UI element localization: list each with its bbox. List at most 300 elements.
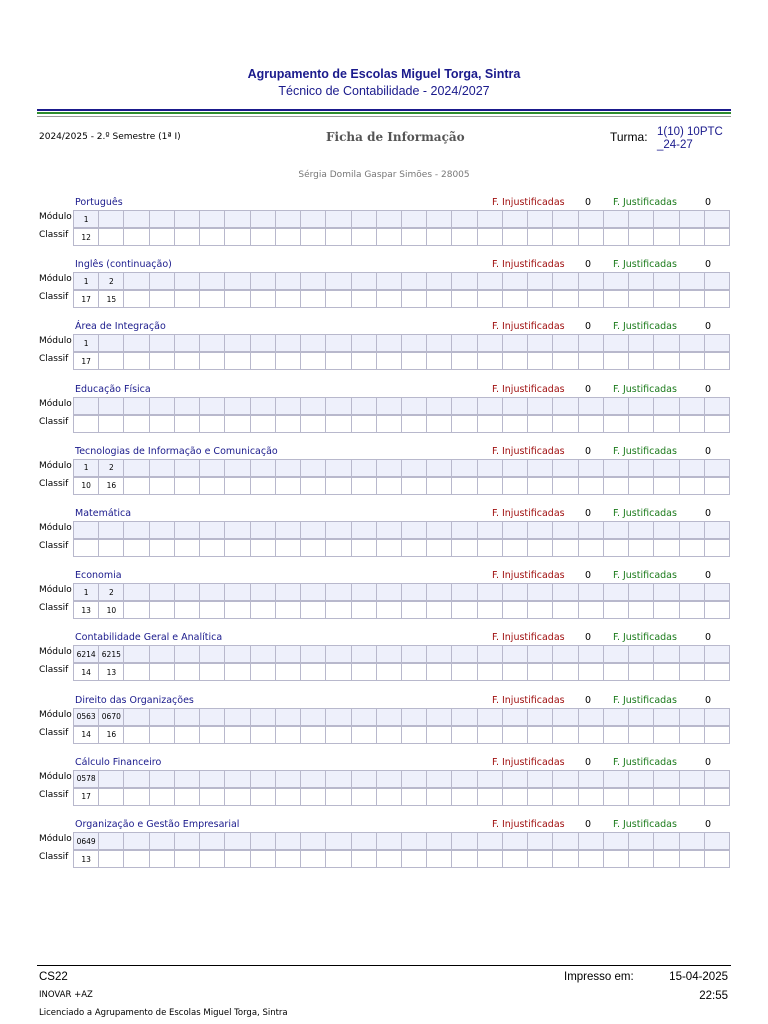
module-cell: [352, 771, 377, 788]
grade-grid: [73, 850, 730, 868]
module-cell: [175, 709, 200, 726]
module-cell: [276, 460, 301, 477]
module-cell: 1: [74, 584, 99, 601]
module-cell: [654, 771, 679, 788]
grade-cell: [528, 851, 553, 867]
grade-cell: [377, 229, 402, 245]
grade-cell: [705, 229, 730, 245]
grade-cell: 10: [99, 602, 124, 618]
module-cell: [124, 398, 149, 415]
grade-cell: [604, 416, 629, 432]
module-cell: [276, 709, 301, 726]
grade-cell: [478, 229, 503, 245]
grade-cell: [654, 727, 679, 743]
module-cell: [503, 522, 528, 539]
subject-block: [0, 446, 768, 506]
module-cell: [276, 584, 301, 601]
module-cell: [503, 833, 528, 850]
module-cell: 1: [74, 460, 99, 477]
module-cell: [251, 460, 276, 477]
subject-block: [0, 259, 768, 319]
module-cell: [402, 522, 427, 539]
module-cell: [276, 771, 301, 788]
unjustified-absences-label: F. Injustificadas: [492, 197, 565, 208]
grade-cell: [579, 353, 604, 369]
module-cell: [301, 584, 326, 601]
module-cell: [326, 833, 351, 850]
grade-cell: [604, 540, 629, 556]
module-cell: [352, 709, 377, 726]
unjustified-absences-label: F. Injustificadas: [492, 756, 565, 768]
module-cell: [377, 709, 402, 726]
module-cell: [579, 584, 604, 601]
module-cell: [579, 273, 604, 290]
grade-cell: [326, 851, 351, 867]
unjustified-absences-label: F. Injustificadas: [492, 570, 565, 582]
subject-name: Cálculo Financeiro: [75, 756, 162, 768]
grade-cell: [301, 478, 326, 494]
module-cell: [377, 646, 402, 663]
grade-cell: [680, 353, 705, 369]
module-cell: [251, 646, 276, 663]
module-cell: [452, 771, 477, 788]
grade-cell: 13: [74, 602, 99, 618]
subject-name: Organização e Gestão Empresarial: [75, 819, 240, 830]
module-cell: [528, 771, 553, 788]
footer-printed-date: 15-04-2025: [669, 971, 728, 983]
module-cell: [654, 646, 679, 663]
module-cell: [326, 646, 351, 663]
grade-cell: [705, 851, 730, 867]
module-cell: [654, 273, 679, 290]
grade-cell: [452, 416, 477, 432]
module-cell: [478, 211, 503, 228]
grade-cell: [301, 229, 326, 245]
unjustified-absences-value: 0: [585, 321, 592, 333]
grade-cell: [352, 727, 377, 743]
module-cell: [503, 709, 528, 726]
grade-cell: [680, 727, 705, 743]
grade-cell: [553, 353, 578, 369]
grade-cell: [528, 353, 553, 369]
module-cell: [705, 273, 730, 290]
grade-cell: [629, 229, 654, 245]
grade-cell: [452, 540, 477, 556]
grade-cell: [528, 540, 553, 556]
grade-cell: [579, 416, 604, 432]
grade-cell: [579, 478, 604, 494]
module-cell: 1: [74, 211, 99, 228]
grade-cell: [427, 416, 452, 432]
module-cell: [175, 335, 200, 352]
module-cell: [604, 273, 629, 290]
unjustified-absences-label: F. Injustificadas: [492, 445, 565, 457]
grade-cell: [427, 602, 452, 618]
module-cell: [705, 398, 730, 415]
grade-row-label: Classif: [39, 852, 69, 862]
turma-value: 1(10) 10PTC_24-27: [657, 126, 723, 151]
unjustified-absences-value: 0: [585, 694, 592, 706]
module-cell: [99, 335, 124, 352]
module-cell: [301, 273, 326, 290]
module-cell: [402, 584, 427, 601]
grade-cell: [276, 540, 301, 556]
grade-cell: [654, 353, 679, 369]
module-cell: [225, 273, 250, 290]
module-cell: [705, 709, 730, 726]
module-cell: [553, 273, 578, 290]
module-cell: 0649: [74, 833, 99, 850]
module-cell: [225, 771, 250, 788]
grade-row-label: Classif: [39, 354, 69, 365]
module-cell: [604, 709, 629, 726]
module-cell: [654, 584, 679, 601]
grade-cell: [150, 664, 175, 680]
justified-absences-label: F. Justificadas: [613, 570, 677, 582]
grade-cell: [604, 851, 629, 867]
module-cell: 6215: [99, 646, 124, 663]
module-cell: [629, 584, 654, 601]
grade-cell: [629, 353, 654, 369]
grade-cell: [352, 664, 377, 680]
grade-cell: [377, 540, 402, 556]
grade-cell: 14: [74, 664, 99, 680]
grade-cell: [503, 727, 528, 743]
grade-cell: [124, 727, 149, 743]
grade-cell: [579, 602, 604, 618]
grade-cell: [225, 353, 250, 369]
grade-cell: [654, 291, 679, 307]
module-cell: [175, 211, 200, 228]
module-cell: [276, 833, 301, 850]
module-cell: [326, 584, 351, 601]
module-cell: [629, 522, 654, 539]
student-name: Sérgia Domila Gaspar Simões - 28005: [298, 170, 470, 180]
grade-cell: [377, 851, 402, 867]
grade-cell: [553, 416, 578, 432]
module-cell: [150, 584, 175, 601]
grade-cell: [402, 291, 427, 307]
grade-cell: [604, 789, 629, 805]
grade-grid: [73, 539, 730, 557]
grade-cell: [251, 727, 276, 743]
module-cell: [200, 460, 225, 477]
module-cell: [124, 522, 149, 539]
module-cell: [452, 522, 477, 539]
module-cell: [402, 273, 427, 290]
module-cell: [503, 771, 528, 788]
grade-cell: [680, 789, 705, 805]
grade-row-label: Classif: [39, 665, 69, 676]
module-cell: [705, 460, 730, 477]
grade-cell: [352, 353, 377, 369]
module-cell: [377, 211, 402, 228]
turma-label: Turma:: [610, 130, 648, 144]
justified-absences-value: 0: [705, 570, 712, 582]
module-cell: [150, 335, 175, 352]
footer-rule: [37, 965, 731, 966]
grade-cell: [276, 851, 301, 867]
grade-cell: [528, 416, 553, 432]
grade-cell: [225, 416, 250, 432]
grade-cell: [553, 291, 578, 307]
grade-cell: [402, 602, 427, 618]
grade-cell: [629, 416, 654, 432]
module-cell: [503, 584, 528, 601]
justified-absences-label: F. Justificadas: [613, 259, 677, 271]
module-cell: [175, 273, 200, 290]
justified-absences-value: 0: [705, 694, 712, 706]
grade-cell: 10: [74, 478, 99, 494]
grade-cell: [503, 291, 528, 307]
module-cell: [478, 460, 503, 477]
module-cell: [326, 460, 351, 477]
module-cell: [200, 646, 225, 663]
grade-cell: [276, 478, 301, 494]
grade-cell: [452, 851, 477, 867]
grade-cell: [326, 727, 351, 743]
module-cell: [528, 398, 553, 415]
grade-grid: [73, 726, 730, 744]
grade-cell: [553, 789, 578, 805]
module-cell: [124, 646, 149, 663]
module-cell: [452, 273, 477, 290]
module-grid: [73, 645, 730, 663]
module-cell: [301, 833, 326, 850]
module-cell: [478, 709, 503, 726]
module-cell: [604, 460, 629, 477]
module-cell: [352, 460, 377, 477]
module-cell: [427, 211, 452, 228]
subject-block: [0, 757, 768, 817]
module-cell: [427, 646, 452, 663]
module-row-label: Módulo: [39, 585, 72, 596]
grade-cell: [427, 478, 452, 494]
module-cell: [427, 460, 452, 477]
grade-cell: [175, 602, 200, 618]
grade-cell: [629, 540, 654, 556]
module-cell: [175, 646, 200, 663]
grade-cell: [604, 291, 629, 307]
module-cell: [680, 709, 705, 726]
module-cell: [276, 522, 301, 539]
grade-cell: [175, 229, 200, 245]
module-cell: [604, 584, 629, 601]
grade-cell: [604, 664, 629, 680]
grade-cell: [251, 229, 276, 245]
module-row-label: Módulo: [39, 647, 72, 658]
module-cell: [200, 273, 225, 290]
justified-absences-label: F. Justificadas: [613, 756, 677, 768]
grade-cell: 13: [99, 664, 124, 680]
grade-cell: [251, 416, 276, 432]
unjustified-absences-value: 0: [585, 383, 592, 395]
module-cell: [579, 833, 604, 850]
grade-cell: [680, 229, 705, 245]
module-cell: [251, 335, 276, 352]
module-cell: [654, 335, 679, 352]
grade-grid: [73, 601, 730, 619]
unjustified-absences-value: 0: [585, 445, 592, 457]
subject-block: [0, 819, 768, 879]
module-cell: 2: [99, 460, 124, 477]
grade-cell: [301, 851, 326, 867]
grade-cell: [276, 727, 301, 743]
module-grid: [73, 459, 730, 477]
grade-row-label: Classif: [39, 230, 69, 240]
module-cell: [629, 771, 654, 788]
grade-cell: [680, 291, 705, 307]
grade-cell: [553, 540, 578, 556]
grade-cell: [680, 540, 705, 556]
module-cell: [579, 771, 604, 788]
justified-absences-label: F. Justificadas: [613, 694, 677, 706]
module-cell: [377, 584, 402, 601]
module-cell: [150, 211, 175, 228]
grade-cell: [99, 789, 124, 805]
module-cell: [553, 398, 578, 415]
module-cell: [528, 709, 553, 726]
module-cell: [251, 522, 276, 539]
grade-row-label: Classif: [39, 727, 69, 738]
unjustified-absences-value: 0: [585, 756, 592, 768]
grade-cell: [99, 851, 124, 867]
module-cell: [150, 646, 175, 663]
unjustified-absences-label: F. Injustificadas: [492, 321, 565, 333]
module-cell: [326, 273, 351, 290]
module-cell: [629, 646, 654, 663]
unjustified-absences-value: 0: [585, 259, 592, 271]
unjustified-absences-label: F. Injustificadas: [492, 508, 565, 519]
module-cell: [654, 460, 679, 477]
justified-absences-label: F. Justificadas: [613, 383, 677, 395]
subject-name: Português: [75, 197, 123, 208]
grade-cell: [251, 789, 276, 805]
grade-cell: [705, 789, 730, 805]
grade-cell: [503, 664, 528, 680]
grade-cell: [352, 540, 377, 556]
module-cell: [452, 709, 477, 726]
module-cell: [427, 398, 452, 415]
module-cell: [604, 398, 629, 415]
module-cell: [352, 211, 377, 228]
grade-cell: [301, 789, 326, 805]
grade-cell: [654, 478, 679, 494]
grade-cell: [503, 353, 528, 369]
grade-cell: [553, 602, 578, 618]
module-cell: [301, 335, 326, 352]
grade-cell: [175, 540, 200, 556]
module-cell: [579, 522, 604, 539]
justified-absences-value: 0: [705, 321, 712, 333]
module-cell: [579, 211, 604, 228]
grade-cell: [200, 664, 225, 680]
grade-cell: [74, 540, 99, 556]
grade-cell: [124, 291, 149, 307]
grade-cell: [377, 353, 402, 369]
grade-cell: [705, 291, 730, 307]
module-cell: 0578: [74, 771, 99, 788]
module-cell: [553, 584, 578, 601]
grade-cell: [427, 291, 452, 307]
subject-name: Educação Física: [75, 383, 151, 395]
module-cell: [654, 211, 679, 228]
module-cell: [124, 833, 149, 850]
module-cell: [251, 584, 276, 601]
module-cell: [225, 833, 250, 850]
module-cell: [301, 646, 326, 663]
grade-cell: [124, 229, 149, 245]
module-cell: [452, 335, 477, 352]
module-cell: [175, 833, 200, 850]
grade-cell: [124, 416, 149, 432]
grade-cell: [478, 789, 503, 805]
module-cell: [402, 211, 427, 228]
module-cell: [478, 522, 503, 539]
grade-row-label: Classif: [39, 603, 69, 614]
module-cell: [377, 771, 402, 788]
subject-name: Matemática: [75, 508, 132, 519]
module-cell: [553, 460, 578, 477]
module-cell: [402, 771, 427, 788]
grade-cell: [150, 851, 175, 867]
justified-absences-label: F. Justificadas: [613, 321, 677, 333]
grade-cell: [150, 789, 175, 805]
module-cell: [225, 709, 250, 726]
grade-cell: [503, 789, 528, 805]
module-cell: [478, 273, 503, 290]
module-cell: [276, 646, 301, 663]
subject-name: Tecnologias de Informação e Comunicação: [75, 445, 278, 457]
module-cell: [124, 584, 149, 601]
grade-cell: [452, 478, 477, 494]
grade-cell: [276, 229, 301, 245]
module-cell: [150, 522, 175, 539]
subject-block: [0, 695, 768, 755]
module-cell: [503, 211, 528, 228]
justified-absences-value: 0: [705, 445, 712, 457]
grade-cell: [629, 664, 654, 680]
module-cell: [326, 709, 351, 726]
grade-cell: [478, 478, 503, 494]
subject-block: [0, 384, 768, 444]
module-cell: 0563: [74, 709, 99, 726]
module-cell: [680, 584, 705, 601]
module-cell: [629, 709, 654, 726]
grade-cell: [553, 727, 578, 743]
grade-cell: [377, 478, 402, 494]
module-cell: [478, 771, 503, 788]
grade-cell: [452, 229, 477, 245]
grade-cell: [579, 229, 604, 245]
justified-absences-value: 0: [705, 197, 712, 208]
module-cell: [225, 335, 250, 352]
grade-cell: [654, 229, 679, 245]
semester-label: 2024/2025 - 2.º Semestre (1ª I): [39, 132, 181, 142]
grade-cell: [352, 229, 377, 245]
grade-cell: [629, 291, 654, 307]
module-grid: [73, 832, 730, 850]
grade-cell: [377, 291, 402, 307]
grade-cell: [377, 727, 402, 743]
grade-cell: [528, 229, 553, 245]
module-cell: [301, 211, 326, 228]
module-cell: [377, 460, 402, 477]
grade-cell: [452, 727, 477, 743]
module-cell: [326, 522, 351, 539]
grade-cell: [99, 416, 124, 432]
module-cell: [654, 398, 679, 415]
